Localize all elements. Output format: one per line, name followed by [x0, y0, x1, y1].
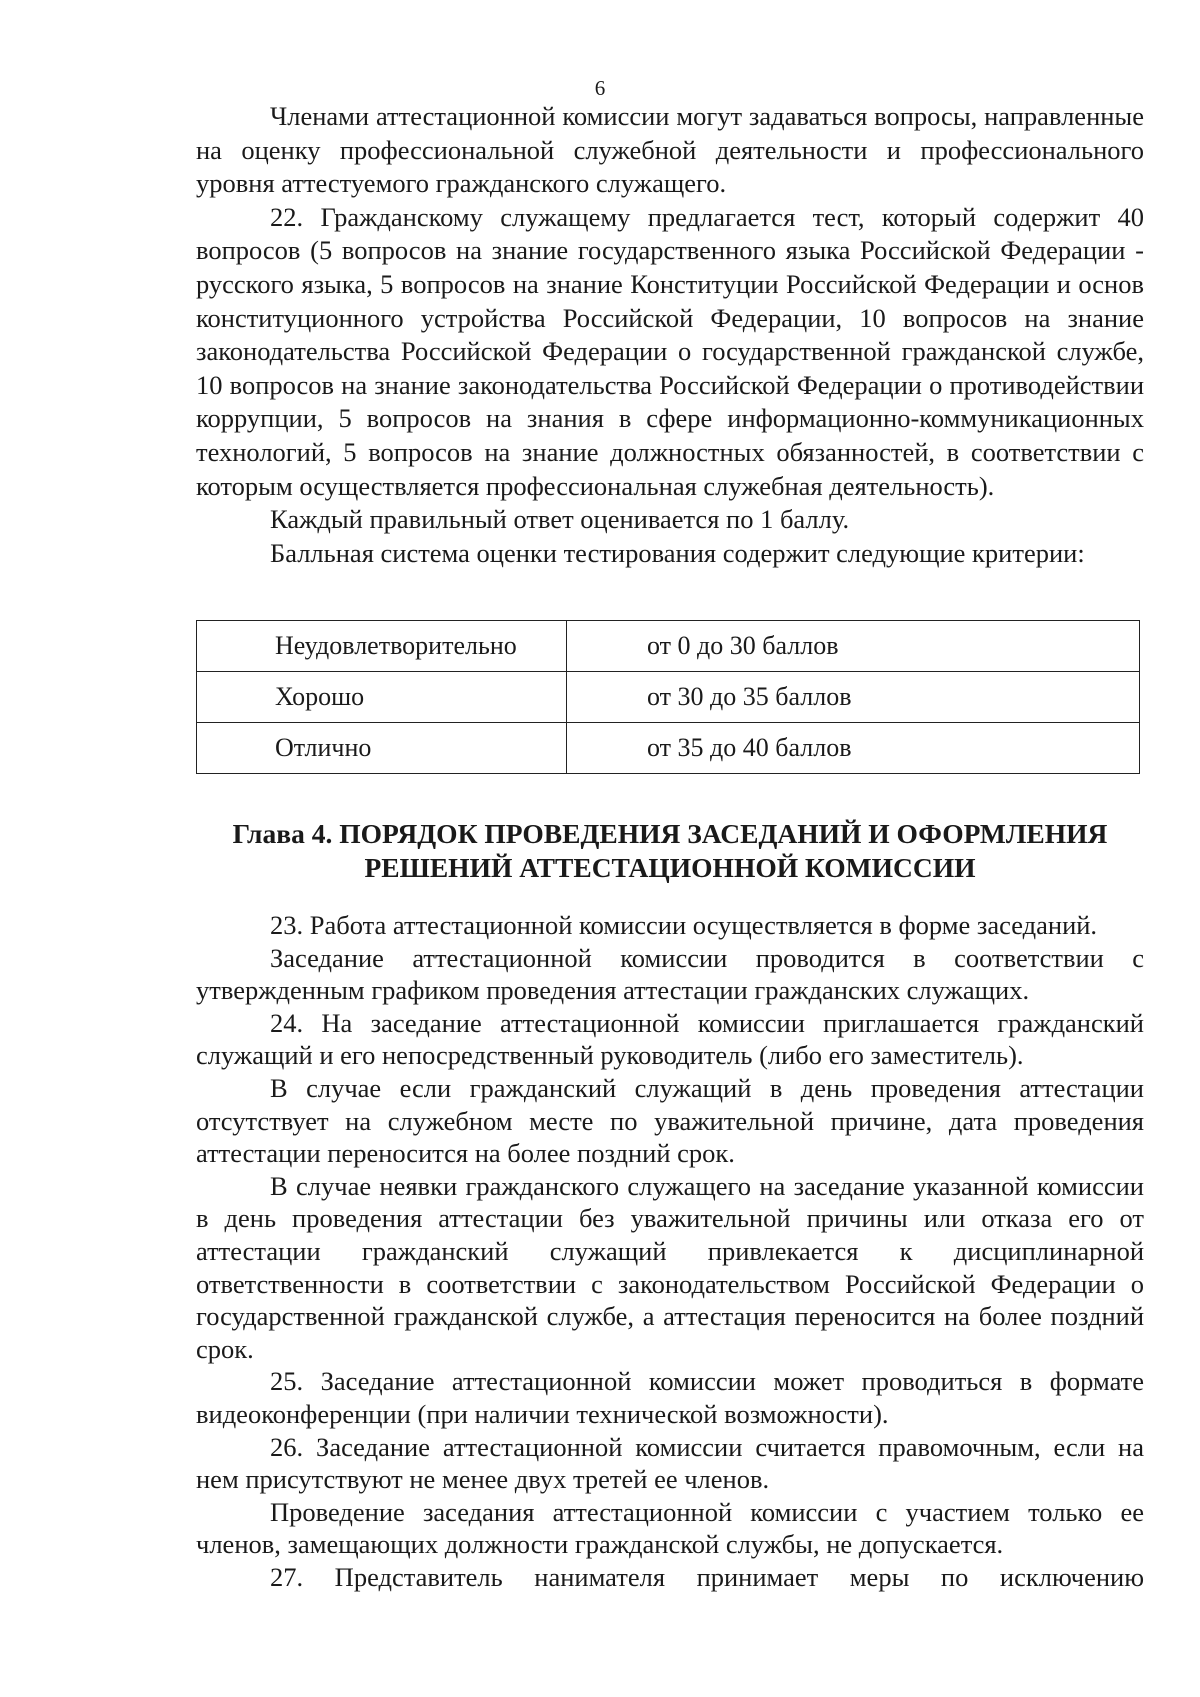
range-cell: от 30 до 35 баллов: [567, 672, 1140, 723]
paragraph-commission-questions: Членами аттестационной комиссии могут задаваться вопросы, направленные на оценку профессиональной служебной деятельности и профессионального уровня аттестуемого гражданского служащего.: [196, 101, 1144, 199]
paragraph-23: 23. Работа аттестационной комиссии осуществляется в форме заседаний.: [270, 910, 1098, 940]
paragraph-members-only: Проведение заседания аттестационной комиссии с участием только ее членов, замещающих должности гражданской службы, не допускается.: [196, 1496, 1144, 1560]
table-row: [197, 621, 1140, 672]
page-number: 6: [594, 76, 606, 100]
paragraph-meeting-schedule: Заседание аттестационной комиссии проводится в соответствии с утвержденным графиком проведения аттестации гражданских служащих.: [196, 942, 1144, 1006]
chapter-heading-line1: Глава 4. ПОРЯДОК ПРОВЕДЕНИЯ ЗАСЕДАНИЙ И ОФОРМЛЕНИЯ: [232, 818, 1108, 849]
paragraph-answer-score: Каждый правильный ответ оценивается по 1 баллу.: [270, 504, 850, 535]
grade-cell: Неудовлетворительно: [197, 621, 567, 672]
paragraph-absence-invalid: В случае неявки гражданского служащего на заседание указанной комиссии в день проведения аттестации без уважительной причины или отказа его от аттестации гражданский служащий привлекается к дисциплинарной ответственности в соответствии с законодательством Российской Федерации о государственной гражданской службе, а аттестация переносится на более поздний срок.: [196, 1170, 1144, 1364]
chapter-heading: [196, 817, 1144, 885]
range-cell: от 35 до 40 баллов: [567, 723, 1140, 774]
grade-cell: Отлично: [197, 723, 567, 774]
score-criteria-table: [196, 620, 1140, 774]
paragraph-scoring-criteria: Балльная система оценки тестирования содержит следующие критерии:: [270, 537, 1085, 568]
range-cell: от 0 до 30 баллов: [567, 621, 1140, 672]
table-row: [197, 723, 1140, 774]
paragraph-absence-valid: В случае если гражданский служащий в день проведения аттестации отсутствует на служебном месте по уважительной причине, дата проведения аттестации переносится на более поздний срок.: [196, 1072, 1144, 1169]
chapter-section: [196, 909, 1144, 1593]
chapter-heading-line2: РЕШЕНИЙ АТТЕСТАЦИОННОЙ КОМИССИИ: [364, 852, 976, 883]
grade-cell: Хорошо: [197, 672, 567, 723]
paragraph-26: 26. Заседание аттестационной комиссии считается правомочным, если на нем присутствуют не менее двух третей ее членов.: [196, 1431, 1144, 1495]
intro-section: [196, 100, 1144, 570]
table-row: [197, 672, 1140, 723]
paragraph-25: 25. Заседание аттестационной комиссии может проводиться в формате видеоконференции (при наличии технической возможности).: [196, 1366, 1144, 1429]
paragraph-22-test: 22. Гражданскому служащему предлагается тест, который содержит 40 вопросов (5 вопросов на знание государственного языка Российской Федерации - русского языка, 5 вопросов на знание Конституции Российской Федерации и основ конституционного устройства Российской Федерации, 10 вопросов на знание законодательства Российской Федерации о государственной гражданской службе, 10 вопросов на знание законодательства Российской Федерации о противодействии коррупции, 5 вопросов на знания в сфере информационно-коммуникационных технологий, 5 вопросов на знание должностных обязанностей, в соответствии с которым осуществляется профессиональная служебная деятельность).: [196, 201, 1144, 501]
paragraph-27: 27. Представитель нанимателя принимает меры по исключению: [270, 1561, 1144, 1592]
paragraph-24: 24. На заседание аттестационной комиссии приглашается гражданский служащий и его непосредственный руководитель (либо его заместитель).: [196, 1007, 1144, 1071]
